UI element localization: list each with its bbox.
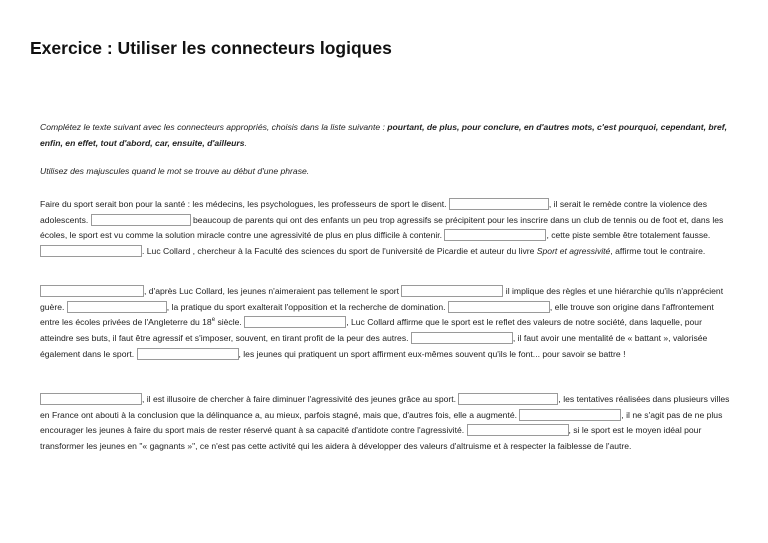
text-segment: , il est illusoire de chercher à faire diminuer l'agressivité des jeunes grâce au sport. [142, 394, 459, 404]
text-segment: , affirme tout le contraire. [610, 246, 706, 257]
text-segment: , si le sport est le moyen idéal pour transformer les jeunes en "« gagnants »", ce n'est pas cette activité qui les aidera à développer des valeurs d'altruisme et à respecter la faiblesse de l'autre. [40, 425, 702, 452]
capitalization-note: Utilisez des majuscules quand le mot se trouve au début d'une phrase. [40, 166, 310, 176]
superscript-e: e [211, 317, 216, 324]
text-segment: , les tentatives réalisées dans plusieurs villes en France ont abouti à la conclusion que la délinquance a, au mieux, parfois stagné, mais que, d'autres fois, elle a augmenté. [40, 394, 730, 420]
text-segment: . Luc Collard , chercheur à la Faculté des sciences du sport de l'université de Picardie et auteur du livre [142, 246, 537, 257]
connector-list: pourtant, de plus, pour conclure, en d'autres mots, c'est pourquoi, cependant, bref, enfin, en effet, tout d'abord, car, ensuite, d'ailleurs [40, 122, 728, 148]
blank-input-13[interactable] [458, 393, 558, 405]
text-segment: il implique des règles et une hiérarchie qu'ils n'apprécient guère. [40, 286, 724, 312]
text-segment: siècle. [215, 317, 245, 328]
blank-input-5[interactable] [40, 285, 144, 297]
text-segment: , il ne s'agit pas de ne plus encourager les jeunes à faire du sport mais de rester réservé quant à sa capacité d'antidote contre l'agressivité. [40, 409, 723, 436]
blank-input-1[interactable] [449, 198, 549, 210]
text-segment: beaucoup de parents qui ont des enfants un peu trop agressifs se précipitent pour les inscrire dans un club de tennis ou de foot et, dans les écoles, le sport est vu comme la solution miracle contre une agressivité de plus en plus difficile à contenir. [40, 214, 724, 241]
text-segment: , la pratique du sport exalterait l'opposition et la recherche de domination. [166, 301, 448, 312]
instructions-end: . [244, 137, 247, 148]
paragraph-1 [40, 197, 730, 260]
text-segment: Faire du sport serait bon pour la santé : les médecins, les psychologues, les professeurs de sport le disent. [40, 199, 449, 209]
blank-input-4[interactable] [40, 245, 142, 257]
blank-input-2[interactable] [91, 214, 191, 226]
text-segment: , Luc Collard affirme que le sport est le reflet des valeurs de notre société, dans laquelle, pour atteindre ses buts, il faut être agressif et s'imposer, souvent, en tirant profit de la peur des autres. [40, 317, 702, 344]
text-segment: , il faut avoir une mentalité de « battant », valorisée également dans le sport. [40, 333, 708, 359]
blank-input-8[interactable] [448, 301, 550, 313]
blank-input-15[interactable] [467, 424, 569, 436]
book-title: Sport et agressivité [536, 246, 611, 257]
instructions-text: Complétez le texte suivant avec les connecteurs appropriés, choisis dans la liste suivante : [40, 122, 388, 132]
text-segment: , d'après Luc Collard, les jeunes n'aimeraient pas tellement le sport [144, 286, 402, 296]
text-segment: , elle trouve son origine dans l'affrontement entre les écoles privées de l'Angleterre du 18 [40, 301, 714, 328]
blank-input-9[interactable] [244, 316, 346, 328]
blank-input-12[interactable] [40, 393, 142, 405]
instructions [40, 120, 730, 151]
blank-input-14[interactable] [519, 409, 621, 421]
blank-input-7[interactable] [67, 301, 167, 313]
page-title: Exercice : Utiliser les connecteurs logiques [30, 38, 392, 58]
blank-input-11[interactable] [137, 348, 239, 360]
blank-input-10[interactable] [411, 332, 513, 344]
paragraph-3 [40, 392, 730, 455]
text-segment: , il serait le remède contre la violence des adolescents. [40, 199, 708, 225]
text-segment: , les jeunes qui pratiquent un sport affirment eux-mêmes souvent qu'ils le font... pour savoir se battre ! [238, 348, 626, 359]
text-segment: , cette piste semble être totalement fausse. [546, 230, 711, 241]
paragraph-2 [40, 284, 730, 363]
blank-input-3[interactable] [444, 229, 546, 241]
blank-input-6[interactable] [401, 285, 503, 297]
